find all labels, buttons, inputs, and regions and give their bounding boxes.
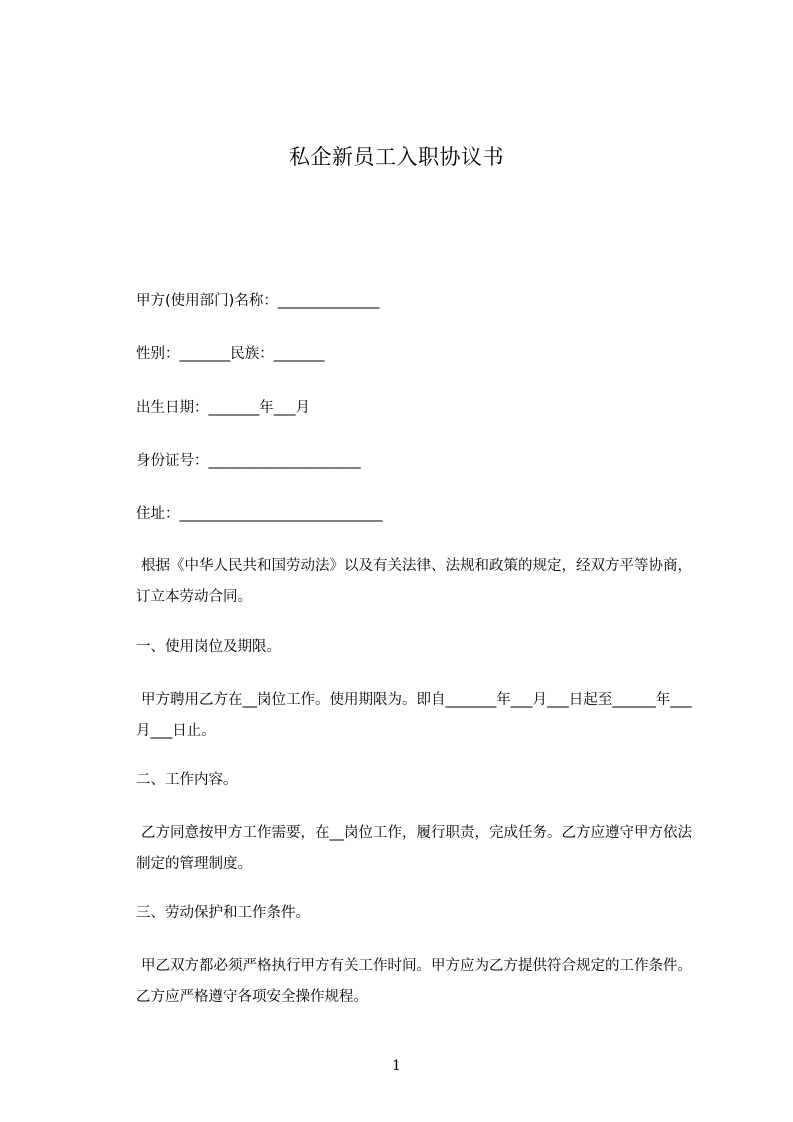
id-number-field: 身份证号：_____________________ bbox=[136, 453, 361, 469]
address-field: 住址：____________________________ bbox=[136, 506, 383, 522]
gender-ethnicity-field: 性别：_______民族：_______ bbox=[136, 346, 325, 362]
section-body: 甲乙双方都必须严格执行甲方有关工作时间。甲方应为乙方提供符合规定的工作条件。乙方应严格遵守各项安全操作规程。 bbox=[136, 958, 692, 1005]
section-heading: 三、劳动保护和工作条件。 bbox=[136, 905, 310, 921]
section-body: 乙方同意按甲方工作需要，在__岗位工作，履行职责，完成任务。乙方应遵守甲方依法制定的管理制度。 bbox=[136, 825, 692, 872]
party-a-name-field: 甲方(使用部门)名称：______________ bbox=[136, 293, 380, 309]
section-heading: 二、工作内容。 bbox=[136, 772, 238, 788]
document-title: 私企新员工入职协议书 bbox=[289, 145, 504, 169]
intro-paragraph: 根据《中华人民共和国劳动法》以及有关法律、法规和政策的规定，经双方平等协商，订立本劳动合同。 bbox=[136, 558, 692, 605]
section-heading: 一、使用岗位及期限。 bbox=[136, 639, 281, 655]
page-number: 1 bbox=[392, 1058, 401, 1074]
section-body: 甲方聘用乙方在__岗位工作。使用期限为。即自_______年___月___日起至______年___月___日止。 bbox=[136, 692, 692, 739]
birth-date-field: 出生日期：_______年___月 bbox=[136, 400, 310, 416]
